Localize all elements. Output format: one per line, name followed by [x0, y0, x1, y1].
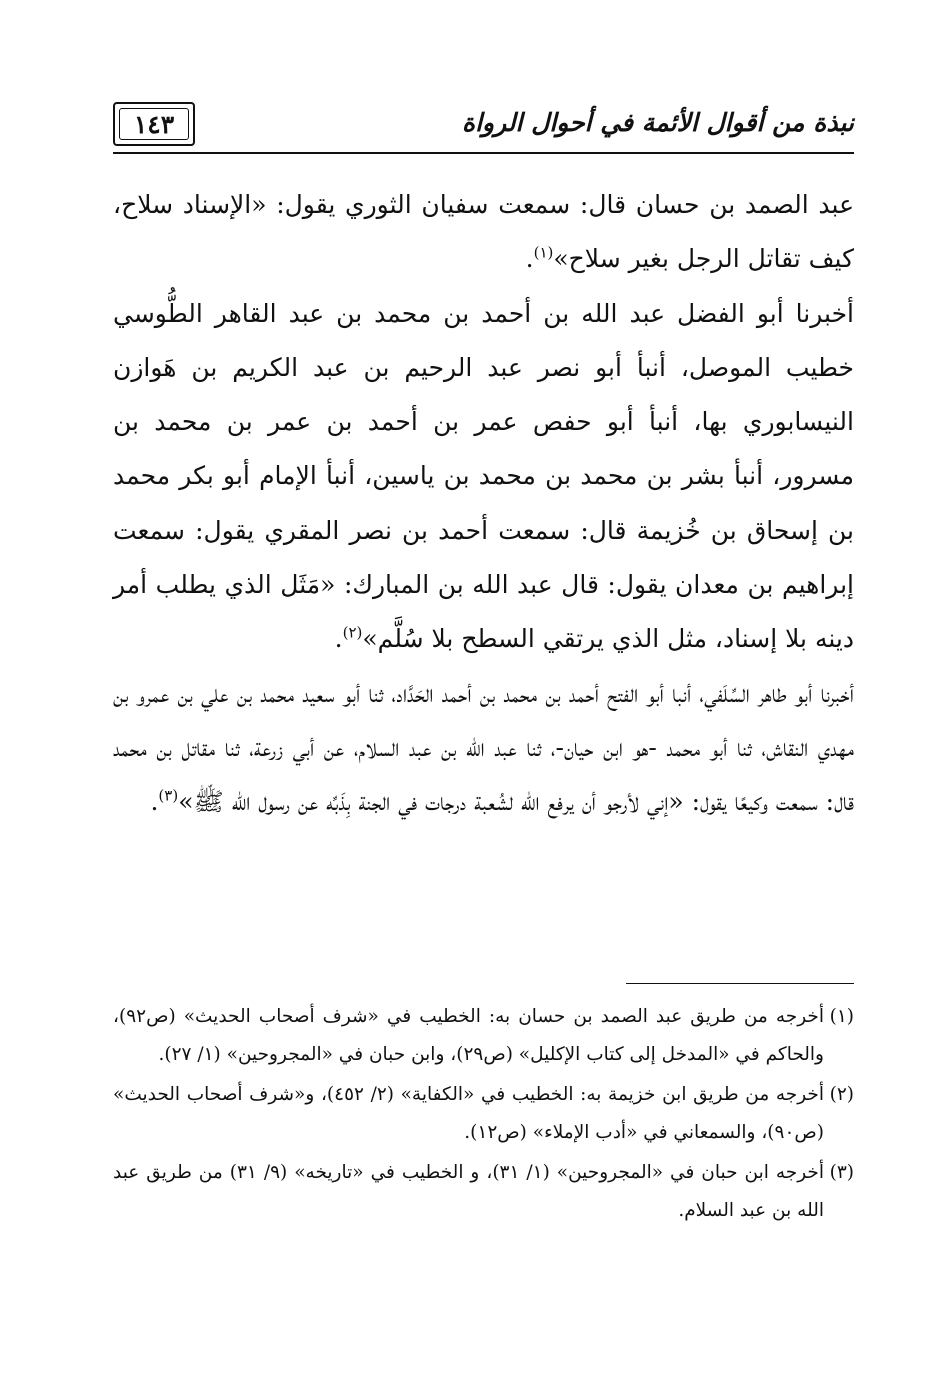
footnote-text: أخرجه ابن حبان في «المجروحين» (١/ ٣١)، و الخطيب في «تاريخه» (٩/ ٣١) من طريق عبد الله بن عبد السلام. — [113, 1162, 824, 1221]
footnote-2 — [113, 1076, 854, 1152]
paragraph-text: أخبرنا أبو الفضل عبد الله بن أحمد بن محمد بن عبد القاهر الطُّوسي خطيب الموصل، أنبأ أبو نصر عبد الرحيم بن عبد الكريم بن هَوازن النيسابوري بها، أنبأ أبو حفص عمر بن أحمد بن عمر بن محمد بن مسرور، أنبأ بشر بن محمد بن محمد بن ياسين، أنبأ الإمام أبو بكر محمد بن إسحاق بن خُزيمة قال: سمعت أحمد بن نصر المقري يقول: سمعت إبراهيم بن معدان يقول: قال عبد الله بن المبارك: «مَثَل الذي يطلب أمر دينه بلا إسناد، مثل الذي يرتقي السطح بلا سُلَّم» — [113, 298, 854, 654]
footnote-text: أخرجه من طريق ابن خزيمة به: الخطيب في «الكفاية» (٢/ ٤٥٢)، و«شرف أصحاب الحديث» (ص٩٠)، والسمعاني في «أدب الإملاء» (ص١٢). — [113, 1084, 824, 1143]
page-number-box — [113, 102, 195, 146]
paragraph-end-mark: . — [334, 624, 343, 654]
footnote-number: (٢) — [829, 1084, 854, 1105]
paragraph-1 — [113, 178, 854, 287]
footnote-text: أخرجه من طريق عبد الصمد بن حسان به: الخطيب في «شرف أصحاب الحديث» (ص٩٢)، والحاكم في «المدخل إلى كتاب الإكليل» (ص٢٩)، وابن حبان في «المجروحين» (١/ ٢٧). — [113, 1006, 824, 1065]
footnote-number: (٣) — [829, 1162, 854, 1183]
footnote-ref-1: (١) — [533, 243, 554, 262]
running-header-title: نبذة من أقوال الأئمة في أحوال الرواة — [462, 108, 854, 137]
paragraph-2 — [113, 287, 854, 667]
footnote-3 — [113, 1154, 854, 1230]
paragraph-end-mark: . — [150, 787, 159, 817]
main-text — [113, 178, 854, 830]
footnote-divider — [626, 983, 854, 984]
paragraph-3 — [113, 667, 854, 830]
paragraph-text: أخبرنا أبو طاهر السِّلَفي، أنبا أبو الفتح أحمد بن محمد بن أحمد الحَدَّاد، ثنا أبو سعيد محمد بن علي بن عمرو بن مهدي النقاش، ثنا أبو محمد -هو ابن حيان-، ثنا عبد الله بن عبد السلام، عن أبي زرعة، ثنا مقاتل بن محمد قال: سمعت وكيعًا يقول: «إني لأرجو أن يرفع الله لشُعبة درجات في الجنة بِذَبِّه عن رسول الله ﷺ» — [113, 678, 854, 817]
paragraph-end-mark: . — [525, 244, 534, 274]
header-divider — [113, 152, 854, 154]
footnote-1 — [113, 998, 854, 1074]
footnote-number: (١) — [829, 1006, 854, 1027]
footnotes — [113, 998, 854, 1232]
paragraph-text: عبد الصمد بن حسان قال: سمعت سفيان الثوري يقول: «الإسناد سلاح، كيف تقاتل الرجل بغير سلاح» — [113, 190, 854, 274]
footnote-ref-2: (٢) — [342, 624, 363, 643]
footnote-ref-3: (٣) — [158, 786, 179, 805]
page-number: ١٤٣ — [133, 109, 175, 139]
